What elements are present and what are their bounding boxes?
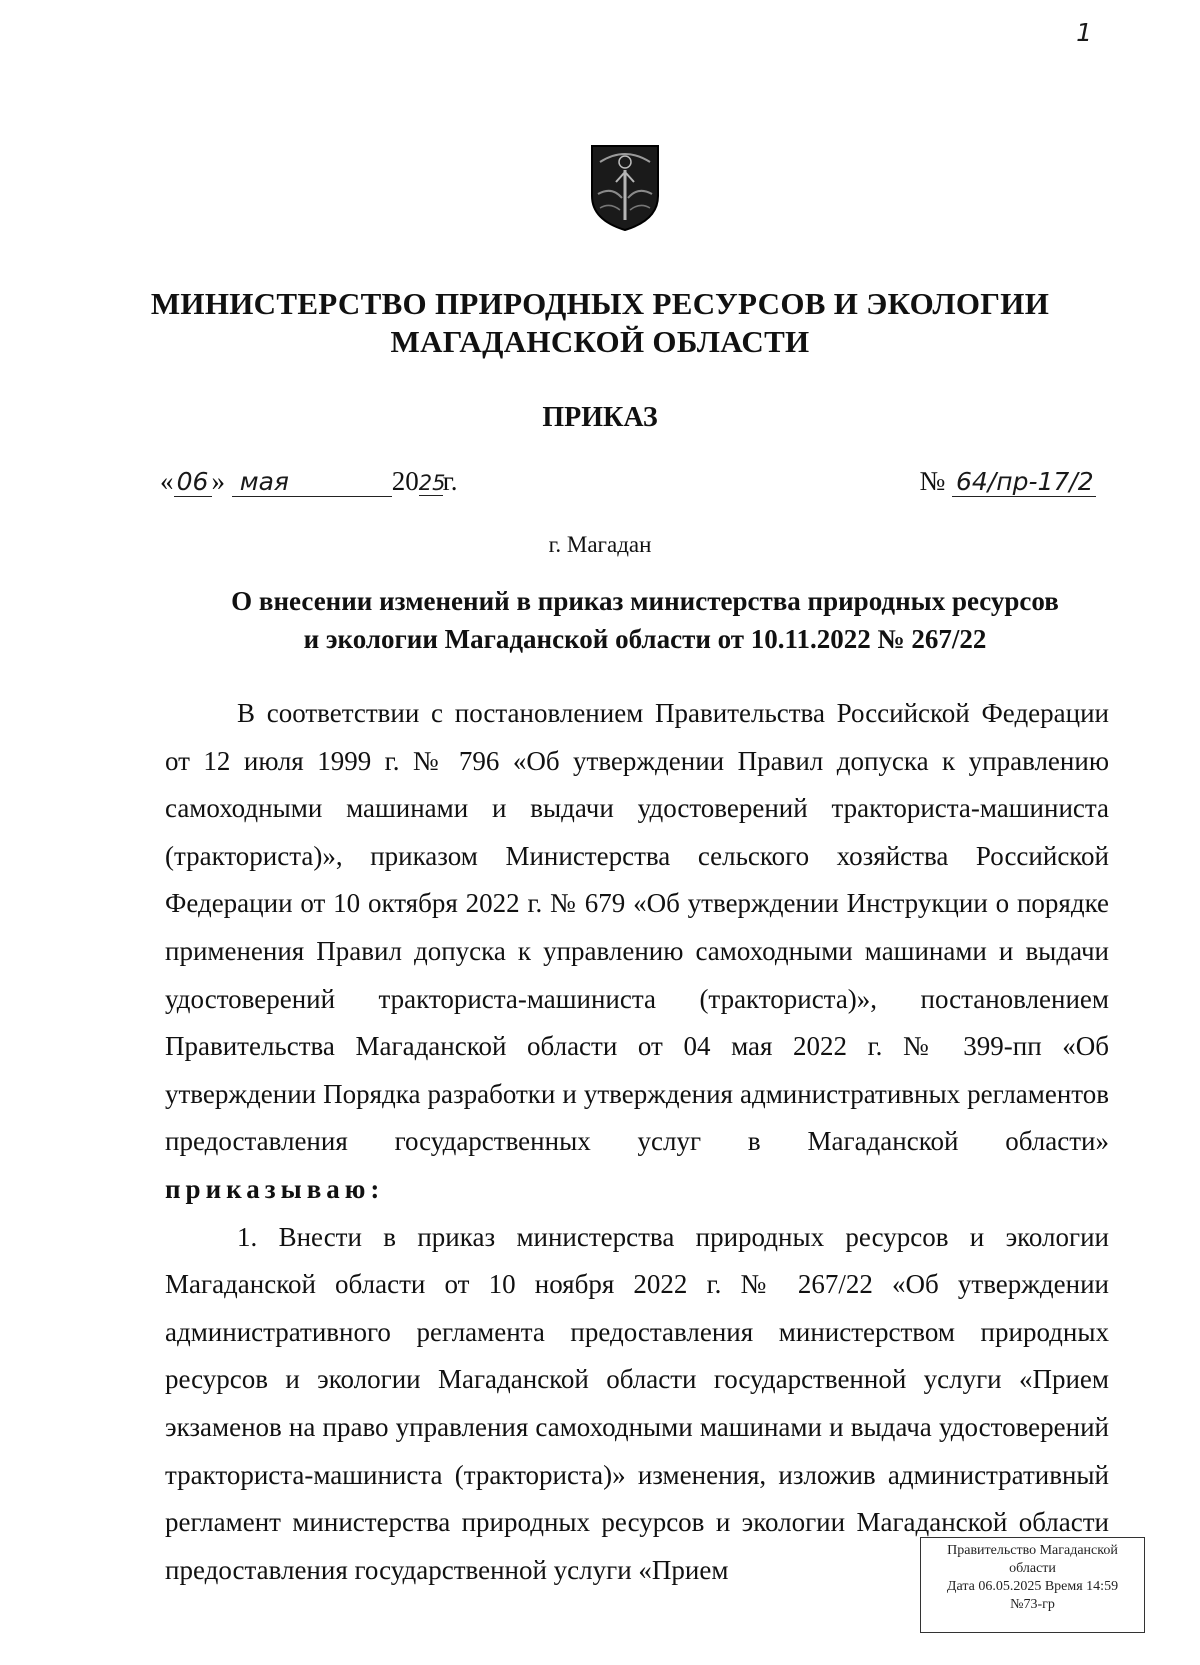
order-date: [160, 466, 458, 506]
order-subject: [170, 582, 1120, 658]
date-close-quote: »: [211, 466, 225, 496]
order-number: [919, 466, 1096, 497]
document-type: ПРИКАЗ: [542, 402, 658, 433]
ministry-name: [0, 285, 1200, 361]
date-open-quote: «: [160, 466, 174, 496]
stamp-line4: №73-гр: [1010, 1597, 1055, 1612]
registration-stamp: [920, 1537, 1145, 1633]
stamp-line3: Дата 06.05.2025 Время 14:59: [946, 1579, 1119, 1594]
order-number-value: 64/пр-17/2: [952, 467, 1096, 497]
body-paragraph-preamble: [165, 690, 1109, 1214]
directive-word: приказываю:: [165, 1173, 385, 1204]
order-number-label: №: [919, 466, 946, 496]
order-subject-line1: О внесении изменений в приказ министерства природных ресурсов: [231, 586, 1059, 616]
body-paragraph-item-1: 1. Внести в приказ министерства природных ресурсов и экологии Магаданской области от 10 ноября 2022 г. № 267/22 «Об утверждении административного регламента предоставления министерством природных ресурсов и экологии Магаданской области государственной услуги «Прием экзаменов на право управления самоходными машинами и выдача удостоверений тракториста-машиниста (тракториста)» изменения, изложив административный регламент министерства природных ресурсов и экологии Магаданской области предоставления государственной услуги «Прием: [165, 1221, 1109, 1585]
preamble-text: В соответствии с постановлением Правительства Российской Федерации от 12 июля 1999 г. № 796 «Об утверждении Правил допуска к управлению самоходными машинами и выдачи удостоверений тракториста-машиниста (тракториста)», приказом Министерства сельского хозяйства Российской Федерации от 10 октября 2022 г. № 679 «Об утверждении Инструкции о порядке применения Правил допуска к управлению самоходными машинами и выдачи удостоверений тракториста-машиниста (тракториста)», постановлением Правительства Магаданской области от 04 мая 2022 г. № 399-пп «Об утверждении Порядка разработки и утверждения административных регламентов предоставления государственных услуг в Магаданской области»: [165, 698, 1109, 1157]
document-body: [165, 690, 1109, 1594]
date-year-end: г.: [442, 466, 458, 496]
date-year-suffix: 25: [418, 471, 446, 495]
ministry-name-line2: МАГАДАНСКОЙ ОБЛАСТИ: [390, 324, 810, 359]
stamp-line2: области: [1009, 1561, 1056, 1576]
ministry-name-line1: МИНИСТЕРСТВО ПРИРОДНЫХ РЕСУРСОВ И ЭКОЛОГИИ: [150, 286, 1050, 321]
magadan-coat-of-arms-icon: [588, 142, 662, 232]
page-number: 1: [1076, 18, 1092, 47]
date-month: мая: [232, 467, 392, 497]
date-day: 06: [174, 467, 212, 497]
stamp-line1: Правительство Магаданской: [947, 1543, 1118, 1558]
order-subject-line2: и экологии Магаданской области от 10.11.2022 № 267/22: [303, 624, 987, 654]
city: г. Магадан: [548, 532, 652, 557]
date-year-prefix: 20: [391, 466, 419, 496]
